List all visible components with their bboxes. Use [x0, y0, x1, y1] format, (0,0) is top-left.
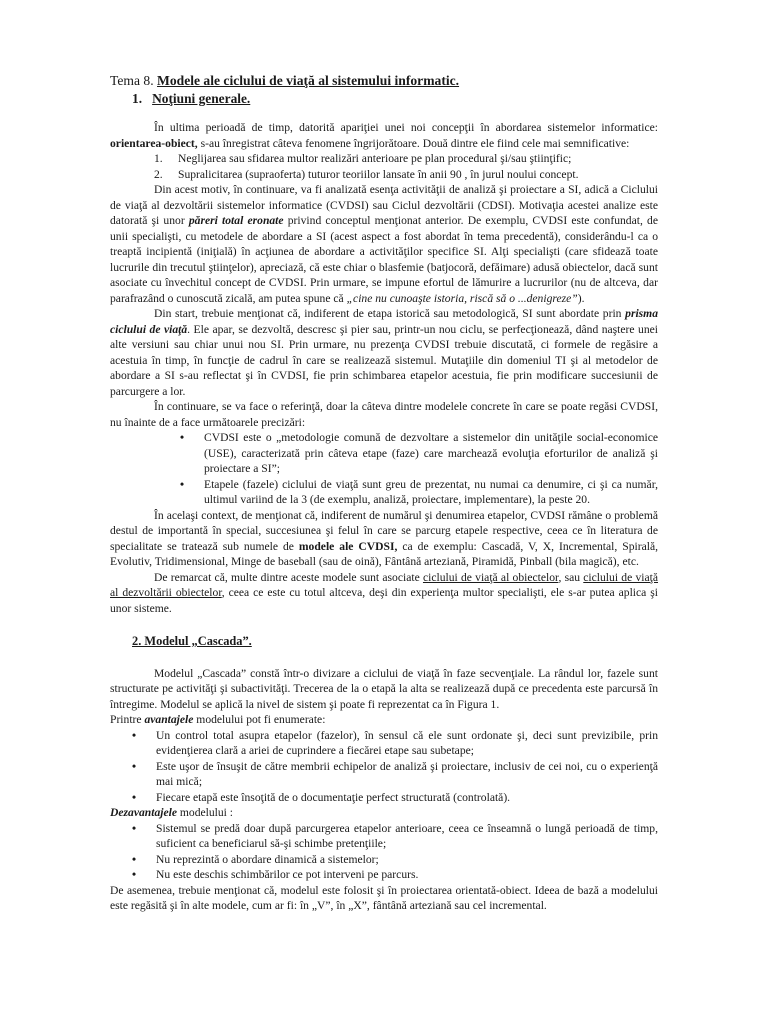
- paragraph-motivation: Din acest motiv, în continuare, va fi analizată esenţa activităţii de analiză şi proiectare a SI, adică a Ciclului de viaţă al dezvoltării sistemelor informatice (CVDSI) sau Ciclul dezvoltării (CDSI). Motivaţia acestei analize este datorată şi unor păreri total eronate privind conceptul menţionat anterior. De exemplu, CVDSI este confundat, de unii specialişti, cu metodele de abordare a SI (acest aspect a fost abordat în tema precedentă), considerându-l ca o treaptă incipientă (iniţială) în acţiunea de abordare a activităţilor specifice SI. Alţi specialişti (care sfidează toate lucrurile din trecutul ştiinţelor), apreciază, că este chiar o blasfemie (batjocoră, defăimare) adusă obiectelor, dacă sunt asociate cu învechitul concept de CVDSI. Prin urmare, se impune efortul de lămurire a lucrurilor (nu de altceva, dar parafrazând o cunoscută zicală, am putea spune că „cine nu cunoaşte istoria, riscă să o ...denigreze”).: [110, 183, 658, 305]
- paragraph-models: În acelaşi context, de menţionat că, indiferent de numărul şi denumirea etapelor, CVDSI rămâne o problemă destul de importantă în special, succesiunea şi felul în care se parcurg etapele respective, ceea ce în literatura de specialitate se tratează sub numele de modele ale CVDSI, ca de exemplu: Cascadă, V, X, Incremental, Spirală, Evolutiv, Tridimensional, Minge de baseball (sau de oină), Fântână arteziană, Piramidă, Pinball (bila magică), etc.: [110, 508, 658, 568]
- paragraph-disadvantages-intro: Dezavantajele modelului :: [110, 806, 234, 819]
- list-item: • Nu este deschis schimbărilor ce pot interveni pe parcurs.: [132, 868, 419, 881]
- bullet-list-advantages: [110, 728, 658, 806]
- title-prefix: Tema 8.: [110, 73, 154, 88]
- title-main: Modele ale ciclului de viaţă al sistemului informatic.: [157, 73, 460, 88]
- numbered-list: [110, 151, 658, 182]
- bullet-list-disadvantages: [110, 821, 658, 883]
- paragraph-reference: În continuare, se va face o referinţă, doar la câteva dintre modelele concrete în care se poate regăsi CVDSI, nu înainte de a face următoarele precizări:: [110, 400, 658, 429]
- paragraph-cascade: Modelul „Cascada” constă într-o divizare a ciclului de viaţă în faze secvenţiale. La rândul lor, fazele sunt structurate pe activităţi şi subactivităţi. Trecerea de la o etapă la alta se realizează după ce precedenta este parcursă în întregime. Modelul se aplică la nivel de sistem şi poate fi reprezentat ca în Figura 1.: [110, 666, 658, 711]
- section-heading-1: [132, 90, 658, 108]
- list-item: • CVDSI este o „metodologie comună de dezvoltare a sistemelor din unităţile social-economice (USE), caracterizată prin câteva etape (faze) care marchează evoluţia eforturilor de analiză şi proiectare a SI”;: [180, 431, 658, 475]
- paragraph-advantages-intro: Printre avantajele modelului pot fi enumerate:: [110, 713, 326, 726]
- list-item: • Nu reprezintă o abordare dinamică a sistemelor;: [132, 852, 379, 866]
- paragraph-conclusion: De asemenea, trebuie menţionat că, modelul este folosit şi în proiectarea orientată-obiect. Ideea de bază a modelului este regăsită şi în alte modele, cum ar fi: în „V”, în „X”, fântână arteziană sau cel incremental.: [110, 883, 658, 912]
- section-number: 1.: [132, 91, 143, 106]
- paragraph-intro: În ultima perioadă de timp, datorită apariţiei unei noi concepţii în abordarea sistemelor informatice: orientarea-obiect, s-au înregistrat câteva fenomene îngrijorătoare. Două dintre ele fiind cele mai semnificative:: [110, 121, 658, 150]
- section-title: Noţiuni generale.: [152, 91, 251, 106]
- list-item: 1. Neglijarea sau sfidarea multor realizări anterioare pe plan procedural şi/sau ştiinţific;: [154, 152, 572, 165]
- list-item: 2. Supralicitarea (supraoferta) tuturor teoriilor lansate în anii 90 , în jurul noului concept.: [154, 167, 579, 181]
- list-item: • Sistemul se predă doar după parcurgerea etapelor anterioare, ceea ce înseamnă o lungă perioadă de timp, suficient ca beneficiarul să-şi schimbe pretenţiile;: [132, 821, 658, 850]
- list-item: • Un control total asupra etapelor (fazelor), în sensul că ele sunt ordonate şi, deci sunt previzibile, prin evidenţierea clară a ariei de cuprindere a fiecărei etape sau subetape;: [132, 728, 658, 757]
- paragraph-remark: De remarcat că, multe dintre aceste modele sunt asociate ciclului de viaţă al obiectelor, sau ciclului de viaţă al dezvoltării obiectelor, ceea ce este cu totul altceva, deşi din experienţa multor specialişti, ele s-ar putea aplica şi unor sisteme.: [110, 570, 659, 615]
- list-item: • Este uşor de însuşit de către membrii echipelor de analiză şi proiectare, inclusiv de cei noi, cu o experienţă mai mică;: [132, 759, 658, 788]
- bullet-list-definitions: [110, 430, 658, 508]
- document-title: [110, 72, 658, 90]
- list-item: • Fiecare etapă este însoţită de o documentaţie perfect structurată (controlată).: [132, 790, 511, 804]
- document-page: [110, 72, 658, 914]
- section-heading-2: 2. Modelul „Cascada”.: [132, 634, 252, 648]
- paragraph-lifecycle: Din start, trebuie menţionat că, indiferent de etapa istorică sau metodologică, SI sunt abordate prin prisma ciclului de viaţă. Ele apar, se dezvoltă, descresc şi pier sau, printr-un nou ciclu, se perfecţionează, dând naştere unei alte versiuni sau chiar unui nou SI. Prin urmare, nu prezenţa CVDSI trebuie discutată, ci formele de regăsire a acestuia în timp, în funcţie de cadrul în care se realizează sistemul. Mutaţiile din domeniul TI şi al metodelor de abordare a SI s-au reflectat şi în CVDSI, fie prin schimbarea etapelor acestuia, fie prin modificare succesiunii de parcurgere a lor.: [110, 307, 658, 398]
- list-item: • Etapele (fazele) ciclului de viaţă sunt greu de prezentat, nu numai ca denumire, ci şi ca număr, ultimul variind de la 3 (de exemplu, analiză, proiectare, implementare), la peste 20.: [180, 477, 658, 506]
